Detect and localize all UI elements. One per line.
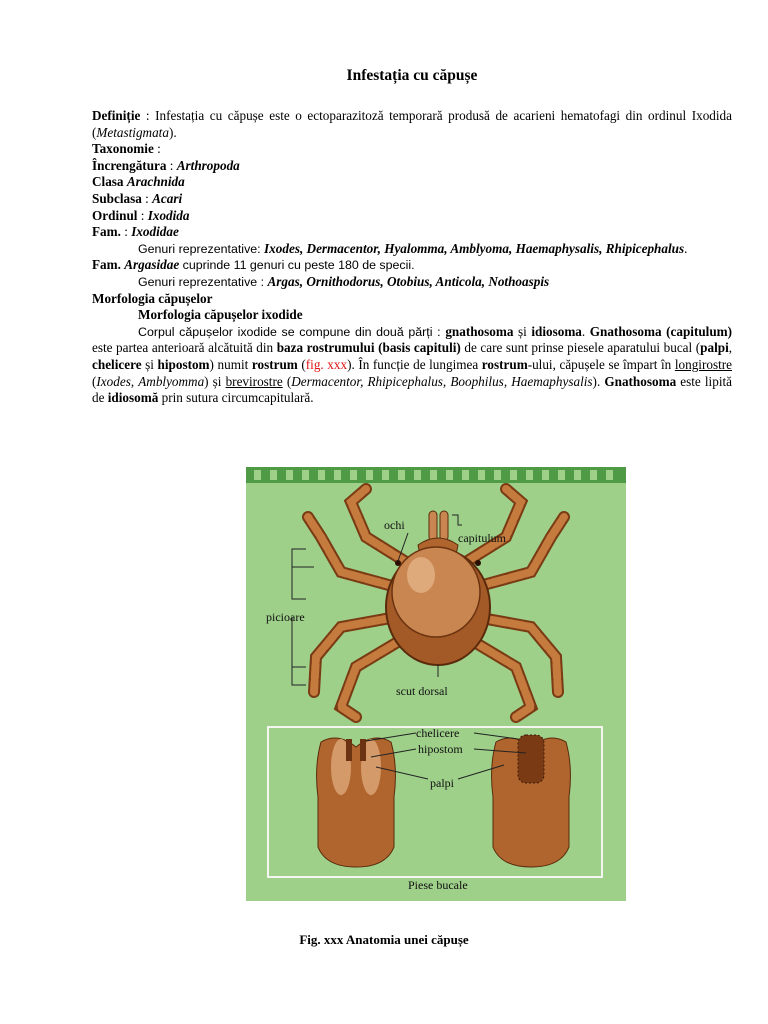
term: palpi [700,340,729,356]
term: idiosoma [531,323,582,339]
subclass-value: Acari [152,190,183,206]
class-label: Clasa [92,174,124,190]
document-body [92,108,732,407]
definition-label: Definiție [92,108,141,123]
label-ochi: ochi [384,518,405,532]
taxonomy-order: Ordinul : Ixodida [92,207,190,223]
text: și [513,323,532,339]
taxonomy-phylum: Încrengătura : Arthropoda [92,157,240,173]
tick-illustration [246,467,626,901]
term: chelicere [92,356,142,372]
label-capitulum: capitulum [458,531,506,545]
family-desc: cuprinde 11 genuri cu peste 180 de specii. [179,258,415,273]
term: Gnathosoma [604,373,677,389]
text: este lipită de [92,373,732,406]
term: hipostom [157,356,210,372]
definition-end: ). [168,124,177,140]
term: rostrum [481,356,528,372]
term: rostrum [251,356,298,372]
genera-list: Argas, Ornithodorus, Otobius, Anticola, Nothoaspis [267,273,550,289]
text: Corpul căpușelor ixodide se compune din două părți : [138,324,446,339]
definition-text: Infestația cu căpușe este o ectoparazitoză temporară produsă de acarieni hematofagi din ordinul Ixodida ( [92,108,732,140]
taxonomy-family-2 [92,257,732,274]
mouthparts-right [492,735,571,867]
genera-2 [92,274,732,291]
label-picioare: picioare [266,610,305,624]
text: este partea anterioară alcătuită din [92,340,277,356]
morphology-subheading [92,307,732,324]
family-value: Ixodidae [131,224,179,240]
morphology-heading [92,291,732,308]
subclass-label: Subclasa [92,190,142,206]
genera-1: Genuri reprezentative: Ixodes, Dermacentor, Hyalomma, Amblyoma, Haemaphysalis, Rhipicephalus. [138,240,688,256]
eye-dot [475,560,481,566]
taxonomy-class [92,174,732,191]
text: prin sutura circumcapitulară. [158,390,314,406]
genus: Amblyomma [138,373,205,389]
family-label: Fam. [92,224,121,240]
taxonomy-subclass: Subclasa : Acari [92,190,183,206]
text: . [581,323,590,339]
genus: Ixodes [96,373,131,389]
term: baza rostrumului [276,340,375,356]
order-label: Ordinul [92,207,138,223]
taxonomy-label: Taxonomie [92,141,154,157]
family-label: Fam. [92,257,121,273]
text: -ului, căpușele se împart în [527,356,675,372]
family-value: Argasidae [124,257,180,273]
text: ). În funcție de lungimea [347,356,482,372]
phylum-value: Arthropoda [176,157,240,173]
term: idiosomă [107,390,159,406]
genera-label: Genuri reprezentative : [138,274,268,289]
page-title: Infestația cu căpușe [346,67,478,84]
label-palpi: palpi [430,776,454,790]
order-value: Ixodida [147,207,190,223]
figure-caption: Fig. xxx Anatomia unei căpușe [299,932,469,947]
text: ) numit [209,356,252,372]
phylum-label: Încrengătura [92,157,167,173]
tick-anatomy-figure [246,467,626,901]
genus-list: Dermacentor, Rhipicephalus, Boophilus, Haemaphysalis [291,373,593,389]
decorative-stripe [246,467,626,483]
term: longirostre [674,356,732,372]
genera-label: Genuri reprezentative: [138,241,265,256]
figure-reference-link[interactable]: fig. xxx [305,356,348,372]
sep: : [140,108,156,123]
term: gnathosoma [445,323,514,339]
genera-list: Ixodes, Dermacentor, Hyalomma, Amblyoma, Haemaphysalis, Rhipicephalus [264,240,685,256]
mouthparts-left [317,738,396,867]
label-chelicere: chelicere [416,726,460,740]
text: și [141,356,158,372]
term: (capitulum) [666,323,733,339]
term: Gnathosoma [589,323,662,339]
definition-italic: Metastigmata [96,124,169,140]
morphology-title: Morfologia căpușelor [92,290,213,306]
text: de care sunt prinse piesele aparatului bucal ( [460,340,701,356]
label-piese-bucale: Piese bucale [408,878,468,892]
definition-paragraph [92,108,732,141]
term: brevirostre [225,373,283,389]
morphology-subtitle: Morfologia căpușelor ixodide [138,307,303,323]
sep: : [153,141,161,157]
taxonomy-family-1: Fam. : Ixodidae [92,224,179,240]
tick-body [386,547,490,665]
morphology-paragraph: Corpul căpușelor ixodide se compune din două părți : gnathosoma și idiosoma. Gnathosoma (capitulum) este partea anterioară alcătuită din baza rostrumului (basis capituli) de care sunt prinse piesele aparatului bucal (palpi, chelicere și hipostom) numit rostrum (fig. xxx). În funcție de lungimea rostrum-ului, căpușele se împart în longirostre (Ixodes, Amblyomma) și brevirostre (Dermacentor, Rhipicephalus, Boophilus, Haemaphysalis). Gnathosoma este lipită de idiosomă prin sutura circumcapitulară. [92,323,733,406]
class-value: Arachnida [126,174,185,190]
term: (basis capituli) [378,340,461,356]
taxonomy-heading [92,141,732,158]
label-scut-dorsal: scut dorsal [396,684,448,698]
label-hipostom: hipostom [418,742,463,756]
